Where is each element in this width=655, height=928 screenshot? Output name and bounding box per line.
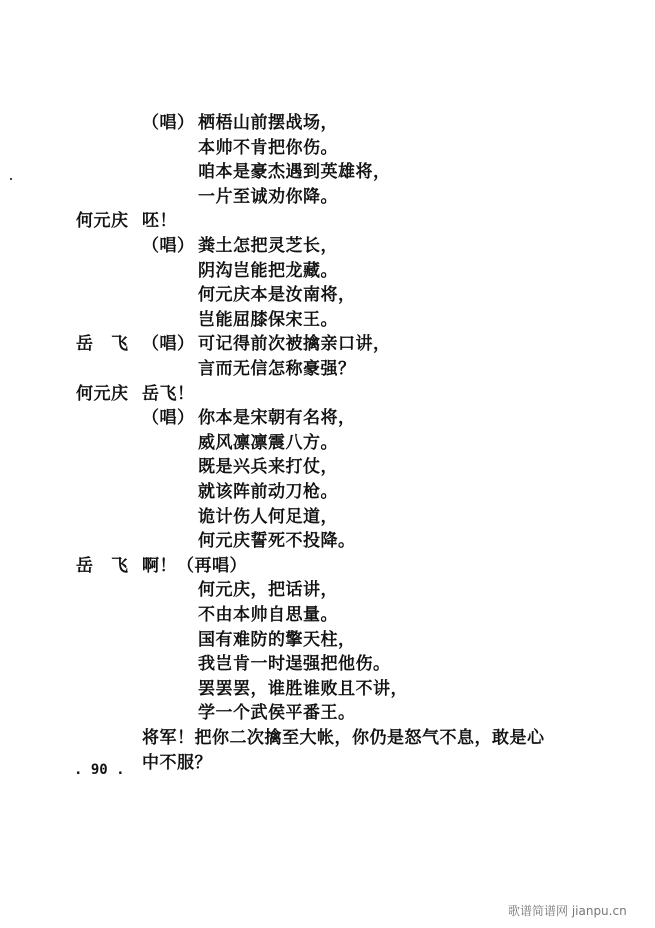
speaker-name: 何元庆: [76, 383, 129, 404]
dialogue-line: [0, 653, 655, 675]
dialogue-line: [0, 629, 655, 651]
lyric-text: 罢罢罢，谁胜谁败且不讲，: [198, 678, 408, 699]
lyric-text: 言而无信怎称豪强？: [198, 359, 356, 379]
watermark: 歌谱简谱网 jianpu.cn: [508, 904, 627, 918]
dialogue-line: [0, 481, 655, 503]
dialogue-line: [0, 186, 655, 208]
lyric-text: 一片至诚劝你降。: [198, 186, 338, 207]
dialogue-line: [0, 407, 655, 429]
dialogue-line: [0, 456, 655, 478]
lyric-text: 不由本帅自思量。: [198, 605, 338, 625]
speaker-name: 岳 飞: [76, 555, 129, 576]
dialogue-line: [0, 678, 655, 700]
dialogue-line: [0, 309, 655, 331]
stage-cue: （唱）: [142, 236, 195, 256]
dialogue-line: [0, 530, 655, 552]
lyric-text: 阴沟岂能把龙藏。: [198, 260, 338, 281]
dialogue-line: [0, 702, 655, 724]
lyric-text: 就该阵前动刀枪。: [198, 482, 338, 502]
lyric-text: 诡计伤人何足道，: [198, 506, 338, 527]
stage-cue: （唱）: [142, 334, 195, 355]
speaker-name: 何元庆: [76, 211, 129, 232]
dialogue-line: [0, 235, 655, 257]
lyric-text: 既是兴兵来打仗，: [198, 457, 338, 478]
stage-cue: 岳飞！: [142, 383, 195, 404]
dialogue-line: [0, 604, 655, 626]
dialogue-line: [0, 284, 655, 306]
dialogue-line: [0, 137, 655, 159]
lyric-text: 本帅不肯把你伤。: [198, 137, 338, 158]
lyric-text: 粪土怎把灵芝长，: [198, 236, 338, 256]
stage-cue: 啊！（再唱）: [142, 555, 247, 576]
lyric-text: 你本是宋朝有名将，: [198, 408, 356, 429]
lyric-text: 何元庆本是汝南将，: [198, 285, 356, 306]
dialogue-line: [0, 579, 655, 601]
lyric-text: 我岂肯一时逞强把他伤。: [198, 654, 391, 675]
lyric-text: 威风凛凛震八方。: [198, 432, 338, 453]
dialogue-line: [0, 112, 655, 134]
dialogue-line: [0, 555, 655, 577]
stage-cue: （唱）: [142, 113, 195, 133]
lyric-text: 岂能屈膝保宋王。: [198, 309, 338, 330]
dialogue-line: [0, 260, 655, 282]
lyric-text: 学一个武侯平番王。: [198, 703, 356, 724]
lyric-text: 可记得前次被擒亲口讲，: [198, 334, 391, 355]
stage-cue: （唱）: [142, 408, 195, 429]
lyric-text: 国有难防的擎天柱，: [198, 629, 356, 650]
page-number: . 90 .: [74, 762, 125, 778]
lyric-text: 何元庆誓死不投降。: [198, 531, 356, 552]
stage-cue: 中不服？: [142, 752, 212, 773]
dialogue-line: [0, 358, 655, 380]
dialogue-line: [0, 210, 655, 232]
lyric-text: 栖梧山前摆战场，: [198, 113, 338, 133]
speaker-name: 岳 飞: [76, 334, 129, 355]
lyric-text: 何元庆，把话讲，: [198, 580, 338, 601]
dialogue-line: [0, 506, 655, 528]
dialogue-line: [0, 161, 655, 183]
stage-cue: 呸！: [142, 211, 177, 232]
dialogue-line: [0, 383, 655, 405]
lyric-text: 咱本是豪杰遇到英雄将，: [198, 162, 391, 183]
dialogue-line: [0, 432, 655, 454]
dialogue-line: [0, 727, 655, 749]
stage-cue: 将军！把你二次擒至大帐，你仍是怒气不息，敢是心: [142, 728, 545, 748]
dialogue-line: [0, 333, 655, 355]
